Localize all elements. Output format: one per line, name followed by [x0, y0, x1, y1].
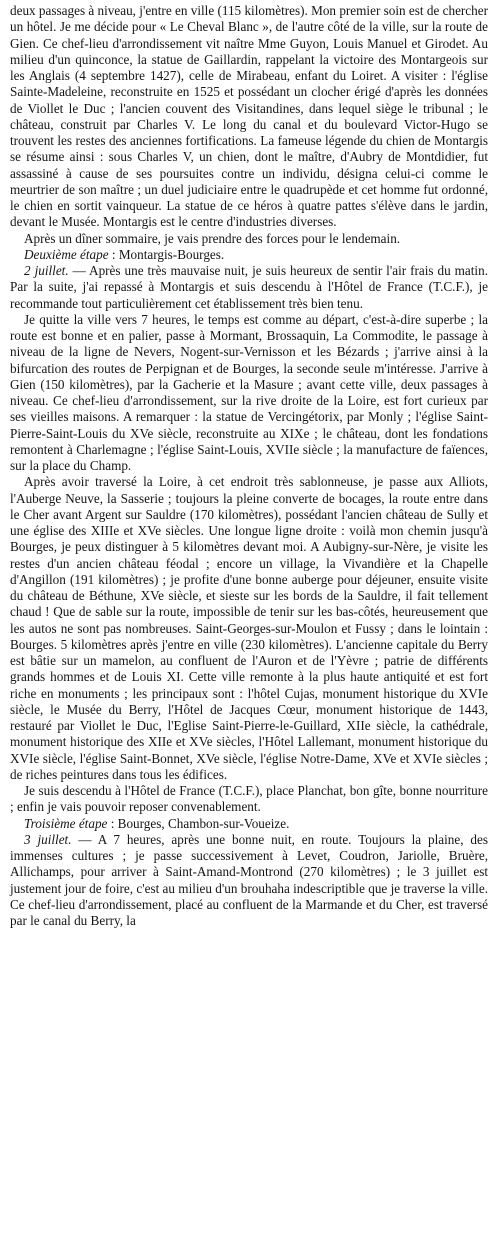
stage-route: : Bourges, Chambon-sur-Voueize.: [107, 815, 290, 831]
stage-heading-3: [10, 816, 488, 832]
date-label: 3 juillet.: [24, 831, 72, 847]
stage-route: : Montargis-Bourges.: [108, 246, 225, 262]
paragraph-hotel-france: Je suis descendu à l'Hôtel de France (T.C.F.), place Planchat, bon gîte, bonne nourriture ; enfin je vais pouvoir reposer convenablement.: [10, 783, 488, 815]
stage-heading-2: [10, 247, 488, 263]
stage-label: Troisième étape: [24, 815, 108, 831]
paragraph-july-2: [10, 263, 488, 312]
paragraph-text: — A 7 heures, après une bonne nuit, en route. Toujours la plaine, des immenses cultures ; je passe successivement à Levet, Coudron, Jariolle, Bruère, Allichamps, pour arriver à Saint-Amand-Montrond (270 kilomètres) ; le 3 juillet est justement jour de foire, c'est au milieu d'un brouhaha indescriptible que je traverse la ville. Ce chef-lieu d'arrondissement, placé au confluent de la Marmande et du Cher, est traversé par le canal du Berry, la: [10, 831, 488, 928]
date-label: 2 juillet.: [24, 263, 69, 278]
paragraph-bourges: Après avoir traversé la Loire, à cet endroit très sablonneuse, je passe aux Alliots, l'Auberge Neuve, la Sasserie ; toujours la pleine converte de bocages, la route entre dans le Cher avant Argent sur Sauldre (170 kilomètres), possédant l'ancien château de Sully et une église des XIIIe et XVe siècles. Une longue ligne droite : voilà mon chemin jusqu'à Bourges, je peux distinguer à 5 kilomètres devant moi. A Aubigny-sur-Nère, je visite les restes d'un ancien château féodal ; encore un village, la Vivandière et la Chapelle d'Angillon (191 kilomètres) ; je profite d'une bonne auberge pour déjeuner, ensuite visite du château de Béthune, XVe siècle, et sieste sur les bords de la Sauldre, il fait tellement chaud ! Que de sable sur la route, impossible de tenir sur les bas-côtés, heureusement que les autos ne sont pas nombreuses. Saint-Georges-sur-Moulon et Fussy ; dans le lointain : Bourges. 5 kilomètres après j'entre en ville (230 kilomètres). L'ancienne capitale du Berry est bâtie sur un mamelon, au confluent de l'Auron et de l'Yèvre ; patrie de différents grands hommes et de Louis XI. Cette ville remonte à la plus haute antiquité et est fort riche en monuments ; les principaux sont : l'hôtel Cujas, monument historique du XVIe siècle, le Musée du Berry, l'Hôtel de Jacques Cœur, monument historique de 1443, restauré par Viollet le Duc, l'Eglise Saint-Pierre-le-Guillard, XIIe siècle, la cathédrale, monument historique des XIIe et XVe siècles, l'Hôtel Lallemant, monument historique du XVIe siècle, l'église Saint-Bonnet, XVe siècle, l'église Notre-Dame, XVe et XVIe siècles ; de riches peintures dans tous les édifices.: [10, 474, 488, 782]
paragraph-gien: Je quitte la ville vers 7 heures, le temps est comme au départ, c'est-à-dire superbe ; la route est bonne et en palier, passe à Mormant, Brossaquin, La Commodite, le passage à niveau de la ligne de Nevers, Nogent-sur-Vernisson et les Bézards ; j'arrive ainsi à la bifurcation des routes de Perpignan et de Bourges, la seconde seule m'intéresse. J'arrive à Gien (150 kilomètres), par la Gacherie et la Masure ; avant cette ville, deux passages à niveau. Ce chef-lieu d'arrondissement, sur la rive droite de la Loire, est fort curieux par ses vieilles maisons. A remarquer : la statue de Vercingétorix, par Monly ; l'église Saint-Pierre-Saint-Louis du XVe siècle, reconstruite au XIXe ; le château, dont les fondations remontent à Charlemagne ; l'église Saint-Louis, XVIIe siècle ; la manufacture de faïences, sur la place du Champ.: [10, 311, 488, 473]
stage-label: Deuxième étape: [24, 246, 109, 262]
paragraph-montargis-description: deux passages à niveau, j'entre en ville (115 kilomètres). Mon premier soin est de chercher un hôtel. Je me décide pour « Le Cheval Blanc », de l'autre côté de la ville, sur la route de Gien. Ce chef-lieu d'arrondissement vit naître Mme Guyon, Louis Manuel et Girodet. Au milieu d'un quinconce, la statue de Gaillardin, rappelant la victoire des Montargeois sur les Anglais (4 septembre 1427), celle de Mirabeau, enfant du Loiret. A visiter : l'église Sainte-Madeleine, reconstruite en 1525 et possédant un clocher érigé d'après les données de Viollet le Duc ; l'ancien couvent des Visitandines, dans lequel siège le tribunal ; le château, construit par Charles V. Le long du canal et du boulevard Victor-Hugo se trouvent les restes des anciennes fortifications. La fameuse légende du chien de Montargis se résume ainsi : sous Charles V, un chien, dont le maître, d'Aubry de Montdidier, fut assassiné à cause de ses poursuites contre un individu, désigna celui-ci comme le meurtrier de son maître ; un duel judiciaire entre le quadrupède et cet homme fut ordonné, le chien en sortit vainqueur. La statue de ce héros à quatre pattes s'élève dans le jardin, devant le Musée. Montargis est le centre d'industries diverses.: [10, 3, 488, 230]
paragraph-july-3: [10, 832, 488, 930]
paragraph-dinner: Après un dîner sommaire, je vais prendre des forces pour le lendemain.: [24, 230, 401, 246]
paragraph-text: — Après une très mauvaise nuit, je suis heureux de sentir l'air frais du matin. Par la suite, j'ai repassé à Montargis et suis descendu à l'Hôtel de France (T.C.F.), je recommande tout particulièrement cet établissement très bien tenu.: [10, 263, 488, 311]
